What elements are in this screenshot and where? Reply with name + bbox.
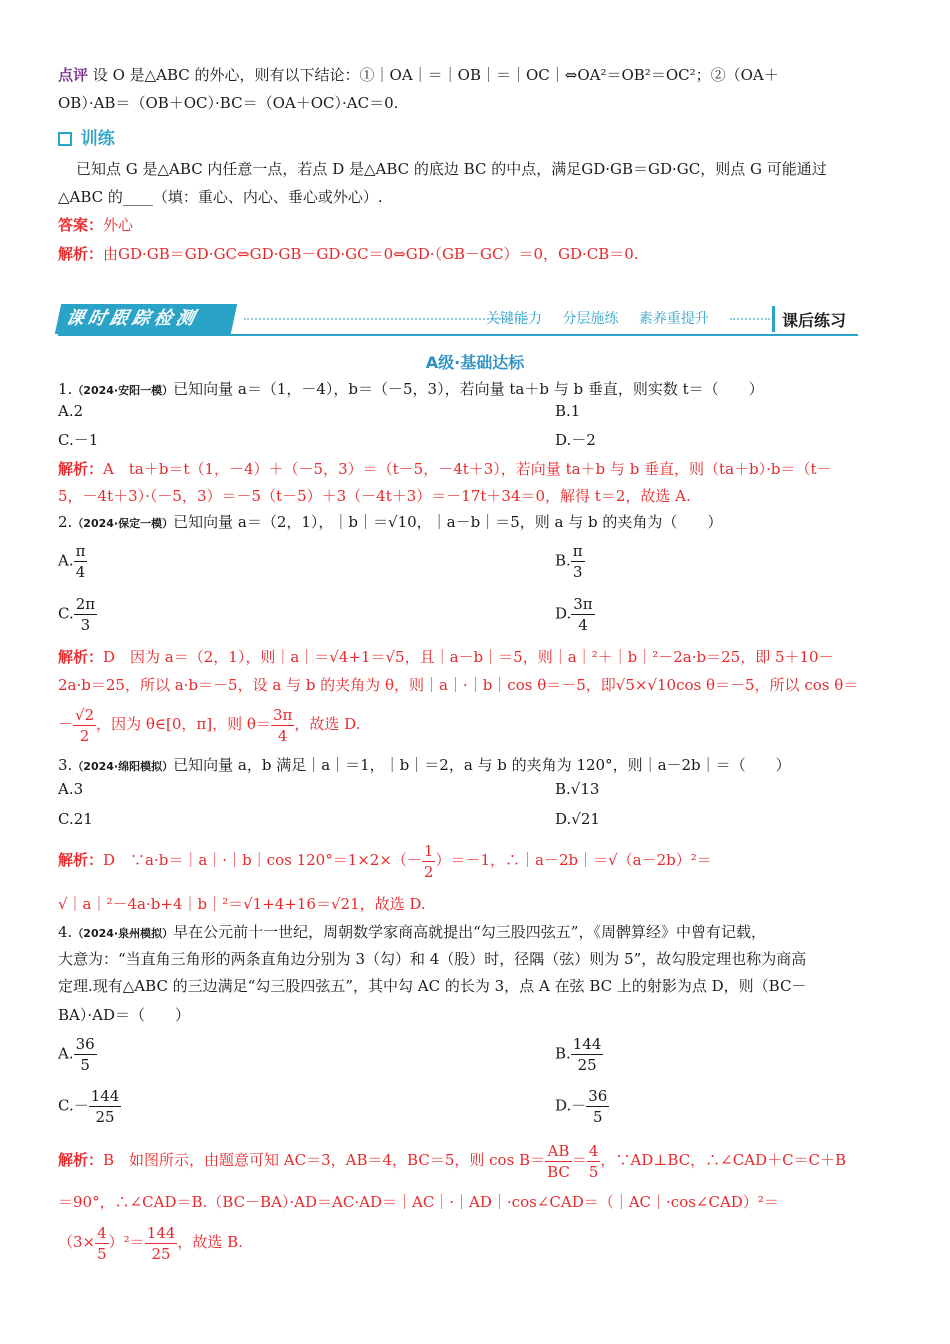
banner-tags: [486, 308, 725, 328]
q4-line-1: [58, 918, 892, 948]
q3-analysis-text-2: √｜a｜²－4a·b+4｜b｜²＝√1+4+16＝√21，故选 D.: [58, 895, 426, 913]
banner-tag-3: 素养重提升: [638, 311, 709, 327]
q2-analysis-1: [58, 643, 892, 671]
q4-option-d-num: 36: [588, 1087, 608, 1105]
comment-label: 点评: [58, 66, 89, 84]
q4-option-b-num: 144: [572, 1035, 602, 1053]
training-answer: [58, 211, 892, 239]
banner-title: 课时跟踪检测: [55, 304, 237, 334]
q3-analysis-1-frac-num: 1: [423, 841, 434, 860]
q4-text-3: 定理.现有△ABC 的三边满足“勾三股四弦五”，其中勾 AC 的长为 3，点 A 在弦 BC 上的射影为点 D，则（BC－: [58, 977, 807, 995]
answer-value: 外心: [103, 216, 134, 234]
comment-text-2: OB）·AB＝（OB＋OC）·BC＝（OA＋OC）·AC＝0.: [58, 94, 399, 112]
q2-analysis-3-frac-den: 2: [79, 726, 90, 745]
training-analysis-text: 由GD·GB＝GD·GC⇔GD·GB－GD·GC＝0⇔GD·（GB－GC）＝0，GD·CB＝0.: [103, 245, 639, 263]
q3-option-b[interactable]: B.√13: [555, 780, 600, 798]
training-icon: [58, 132, 72, 146]
q4-analysis-1: [58, 1138, 892, 1182]
q1-num: 1.: [58, 380, 73, 398]
q2-option-a-letter: A.: [58, 551, 74, 570]
q4-analysis-1-pre: B 如图所示，由题意可知 AC＝3，AB＝4，BC＝5，则 cos B＝: [103, 1151, 546, 1169]
q2-option-a-den: 4: [75, 563, 86, 581]
training-header: [58, 125, 892, 153]
banner-bar: [772, 306, 775, 332]
q3-analysis-1-pre: D ∵a·b＝｜a｜·｜b｜cos 120°＝1×2×（－: [103, 851, 422, 869]
q4-option-b[interactable]: [555, 1034, 603, 1075]
q2-option-c-num: 2π: [75, 595, 96, 613]
q2-analysis-label: 解析：: [58, 648, 104, 666]
q4-analysis-3-post: ，故选 B.: [177, 1233, 243, 1251]
q1-analysis-text-1: A ta＋b＝t（1，－4）＋（－5，3）＝（t－5，－4t＋3），若向量 ta＋b 与 b 垂直，则（ta＋b）·b＝（t－: [103, 460, 832, 478]
q2-option-b-letter: B.: [555, 551, 571, 570]
q2-option-d-num: 3π: [573, 595, 593, 613]
q4-text-4: BA）·AD＝（ ）: [58, 1006, 190, 1024]
training-analysis-label: 解析：: [58, 245, 104, 263]
q2-analysis-3-post: ，故选 D.: [294, 715, 361, 733]
q2-option-c-den: 3: [80, 616, 91, 634]
q3-option-a[interactable]: A.3: [58, 780, 84, 798]
answer-label: 答案：: [58, 216, 104, 234]
q4-analysis-3-frac-num: 4: [97, 1223, 107, 1242]
q4-analysis-3-frac2-num: 144: [146, 1223, 176, 1242]
q2-stem: [58, 508, 892, 538]
section-banner: [58, 304, 858, 334]
q3-analysis-2: [58, 890, 892, 918]
q4-num: 4.: [58, 923, 73, 941]
q4-line-3: [58, 972, 892, 1000]
q2-analysis-3-mid: ，因为 θ∈[0，π]，则 θ＝: [96, 715, 271, 733]
q3-option-d[interactable]: D.√21: [555, 810, 600, 828]
q4-option-b-den: 25: [577, 1056, 597, 1074]
q4-analysis-text-2: ＝90°，∴∠CAD＝B.（BC－BA）·AD＝AC·AD＝｜AC｜·｜AD｜·cos∠CAD＝（｜AC｜·cos∠CAD）²＝: [58, 1193, 779, 1211]
q4-analysis-3-pre: （3×: [58, 1233, 96, 1251]
q3-analysis-label: 解析：: [58, 851, 104, 869]
q1-analysis-label: 解析：: [58, 460, 104, 478]
q4-analysis-1-frac2-den: 5: [588, 1162, 599, 1181]
q2-source: （2024·保定一模）: [72, 517, 174, 530]
q4-option-b-letter: B.: [555, 1044, 571, 1063]
q3-analysis-1-frac-den: 2: [423, 862, 434, 881]
q4-analysis-3: [58, 1220, 892, 1264]
q3-option-c[interactable]: C.21: [58, 810, 93, 828]
q1-source: （2024·安阳一模）: [72, 384, 174, 397]
q2-option-a-num: π: [75, 542, 86, 560]
q4-source: （2024·泉州模拟）: [72, 927, 174, 940]
q1-option-a[interactable]: A.2: [58, 402, 84, 420]
q2-option-c[interactable]: [58, 594, 97, 635]
training-line-1: [76, 155, 910, 183]
q4-option-a[interactable]: [58, 1034, 97, 1075]
q1-analysis-1: [58, 455, 892, 483]
q4-option-c[interactable]: [58, 1086, 121, 1127]
q4-text-2: 大意为：“当直角三角形的两条直角边分别为 3（勾）和 4（股）时，径隅（弦）则为 5”，故勾股定理也称为商高: [58, 950, 807, 968]
q2-option-d-letter: D.: [555, 604, 572, 623]
q2-analysis-text-1: D 因为 a＝（2，1），则｜a｜＝√4+1＝√5，且｜a－b｜＝5，则｜a｜²＋｜b｜²－2a·b＝25，即 5＋10－: [103, 648, 834, 666]
q4-analysis-1-frac-den: BC: [547, 1162, 570, 1181]
q1-text: 已知向量 a＝（1，－4），b＝（－5，3），若向量 ta＋b 与 b 垂直，则实数 t＝（ ）: [173, 380, 764, 398]
training-text-1: 已知点 G 是△ABC 内任意一点，若点 D 是△ABC 的底边 BC 的中点，满足GD·GB＝GD·GC，则点 G 可能通过: [76, 160, 827, 178]
q2-analysis-3: [58, 702, 892, 746]
banner-divider-2: [730, 318, 770, 320]
q4-option-d-letter: D.－: [555, 1096, 587, 1115]
banner-right-label: 课后练习: [782, 311, 847, 330]
q2-option-a[interactable]: [58, 541, 87, 582]
comment-line-2: [58, 89, 892, 117]
q4-option-c-num: 144: [90, 1087, 120, 1105]
q2-analysis-3-frac2-num: 3π: [272, 705, 293, 724]
q2-analysis-3-frac2-den: 4: [277, 726, 288, 745]
q4-analysis-3-frac-den: 5: [97, 1244, 107, 1263]
q4-option-c-den: 25: [95, 1108, 115, 1126]
q4-analysis-3-frac2-den: 25: [151, 1244, 171, 1263]
q2-analysis-3-frac-num: √2: [75, 705, 95, 724]
q4-option-d[interactable]: [555, 1086, 609, 1127]
q4-analysis-1-post: ，∵AD⊥BC，∴∠CAD＋C＝C＋B: [600, 1151, 847, 1169]
q1-option-b[interactable]: B.1: [555, 402, 581, 420]
q3-source: （2024·绵阳模拟）: [72, 760, 174, 773]
q2-option-b-num: π: [572, 542, 583, 560]
q2-analysis-text-2: 2a·b＝25，所以 a·b＝－5，设 a 与 b 的夹角为 θ，则｜a｜·｜b｜cos θ＝－5，即√5×√10cos θ＝－5，所以 cos θ＝: [58, 676, 859, 694]
banner-tag-1: 关键能力: [486, 311, 542, 327]
q2-option-b[interactable]: [555, 541, 585, 582]
q3-analysis-1-post: ）＝－1，∴｜a－2b｜＝√（a－2b）²＝: [435, 851, 712, 869]
q2-analysis-3-pre: －: [58, 715, 74, 733]
training-title: 训练: [80, 129, 115, 149]
q2-text: 已知向量 a＝（2，1），｜b｜＝√10，｜a－b｜＝5，则 a 与 b 的夹角为（ ）: [173, 513, 723, 531]
q4-option-a-letter: A.: [58, 1044, 74, 1063]
banner-tag-2: 分层施练: [562, 311, 619, 327]
q3-num: 3.: [58, 756, 73, 774]
q4-option-d-den: 5: [593, 1108, 603, 1126]
training-line-2: [58, 183, 892, 211]
training-analysis: [58, 240, 892, 268]
q4-text-1: 早在公元前十一世纪，周朝数学家商高就提出“勾三股四弦五”，《周髀算经》中曾有记载，: [173, 923, 766, 941]
q4-analysis-1-mid: ＝: [571, 1151, 587, 1169]
q4-analysis-1-frac2-num: 4: [588, 1141, 599, 1160]
q4-line-4: [58, 1001, 892, 1029]
q4-line-2: [58, 945, 892, 973]
q3-analysis-1: [58, 838, 892, 882]
q1-stem: [58, 375, 892, 405]
q4-analysis-1-frac-num: AB: [545, 1141, 572, 1162]
comment-text-1: 设 O 是△ABC 的外心，则有以下结论：①｜OA｜＝｜OB｜＝｜OC｜⇔OA²＝OB²＝OC²；②（OA＋: [92, 66, 779, 84]
q2-option-b-den: 3: [572, 563, 583, 581]
section-title: A级·基础达标: [425, 353, 525, 372]
q4-analysis-3-mid: ）²＝: [108, 1233, 145, 1251]
training-text-2: △ABC 的____（填：重心、内心、垂心或外心）.: [58, 188, 383, 206]
q1-option-d[interactable]: D.－2: [555, 431, 596, 449]
q4-option-c-letter: C.－: [58, 1096, 89, 1115]
q1-analysis-2: [58, 482, 892, 510]
q4-analysis-label: 解析：: [58, 1151, 104, 1169]
q4-option-a-num: 36: [75, 1035, 95, 1053]
q1-analysis-text-2: 5，－4t＋3）·（－5，3）＝－5（t－5）＋3（－4t＋3）＝－17t＋34＝0，解得 t＝2，故选 A.: [58, 487, 691, 505]
q4-option-a-den: 5: [80, 1056, 90, 1074]
banner-underline: [58, 334, 858, 336]
q2-option-d-den: 4: [578, 616, 588, 634]
q2-num: 2.: [58, 513, 73, 531]
q2-analysis-2: [58, 671, 892, 699]
q2-option-d[interactable]: [555, 594, 595, 635]
q3-text: 已知向量 a，b 满足｜a｜＝1，｜b｜＝2，a 与 b 的夹角为 120°，则｜a－2b｜＝（ ）: [173, 756, 791, 774]
comment-line-1: [58, 61, 892, 89]
q1-option-c[interactable]: C.－1: [58, 431, 99, 449]
q4-analysis-2: [58, 1188, 892, 1216]
q2-option-c-letter: C.: [58, 604, 74, 623]
q3-stem: [58, 751, 892, 781]
